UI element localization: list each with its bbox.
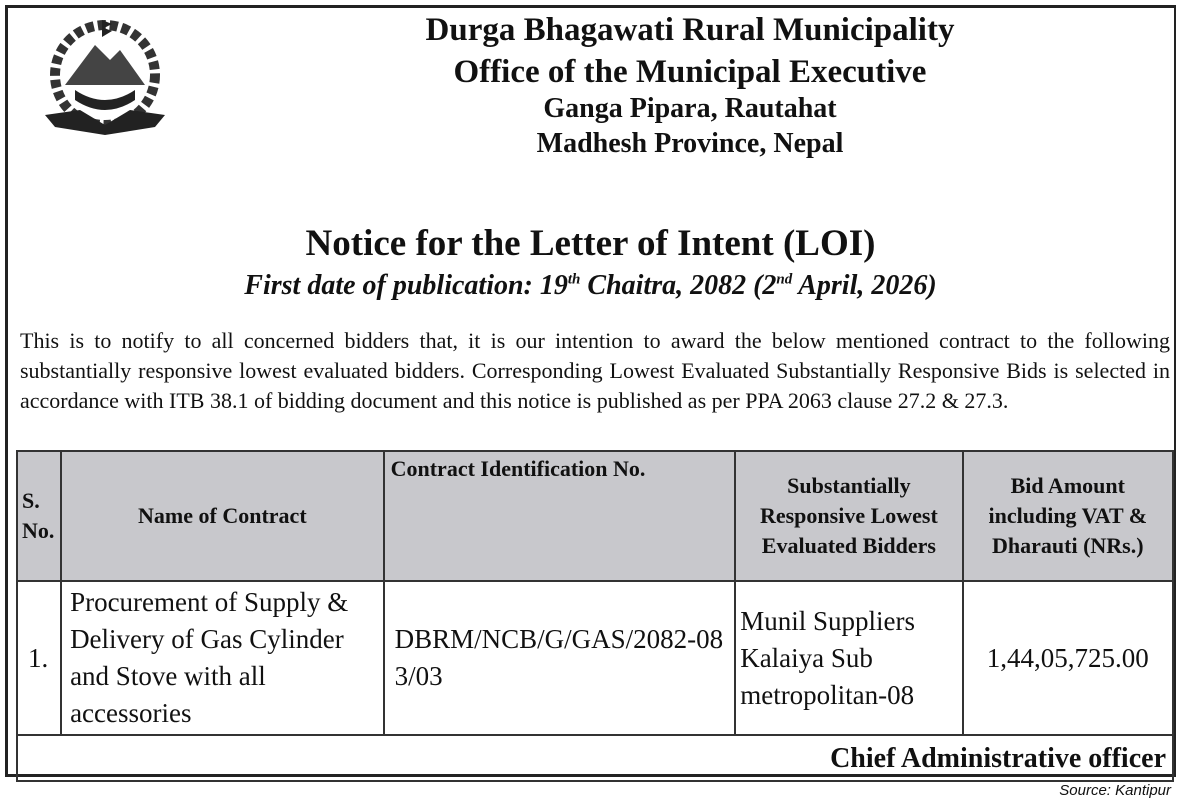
header-name: Name of Contract [61,451,384,581]
header-bidder: Substantially Responsive Lowest Evaluated Bidders [735,451,962,581]
cell-amount: 1,44,05,725.00 [963,581,1173,735]
province-line: Madhesh Province, Nepal [536,128,844,159]
source-credit: Source: Kantipur [1059,782,1171,799]
municipality-name: Durga Bhagawati Rural Municipality [425,12,955,48]
notice-body: This is to notify to all concerned bidders that, it is our intention to award the below mentioned contract to the following substantially responsive lowest evaluated bidders. Corresponding Lowest Evaluated Substantially Responsive Bids is selected in accordance with ITB 38.1 of bidding document and this notice is published as per PPA 2063 clause 27.2 & 27.3. [20,328,1170,413]
nepal-emblem-icon [40,15,170,145]
cell-sno: 1. [17,581,61,735]
contract-table [16,450,1174,782]
cell-id: DBRM/NCB/G/GAS/2082-083/03 [384,581,736,735]
header-sno: S. No. [17,451,61,581]
signatory: Chief Administrative officer [17,735,1173,781]
cell-bidder: Munil Suppliers Kalaiya Sub metropolitan-08 [735,581,962,735]
cell-name: Procurement of Supply & Delivery of Gas Cylinder and Stove with all accessories [61,581,384,735]
table-row [17,581,1173,735]
header-id: Contract Identification No. [384,451,736,581]
header-amount: Bid Amount including VAT & Dharauti (NRs.) [963,451,1173,581]
notice-title: Notice for the Letter of Intent (LOI) [305,223,876,264]
address-line: Ganga Pipara, Rautahat [543,93,837,124]
publication-date: First date of publication: 19th Chaitra, 2082 (2nd April, 2026) [244,270,937,301]
office-name: Office of the Municipal Executive [453,54,927,90]
